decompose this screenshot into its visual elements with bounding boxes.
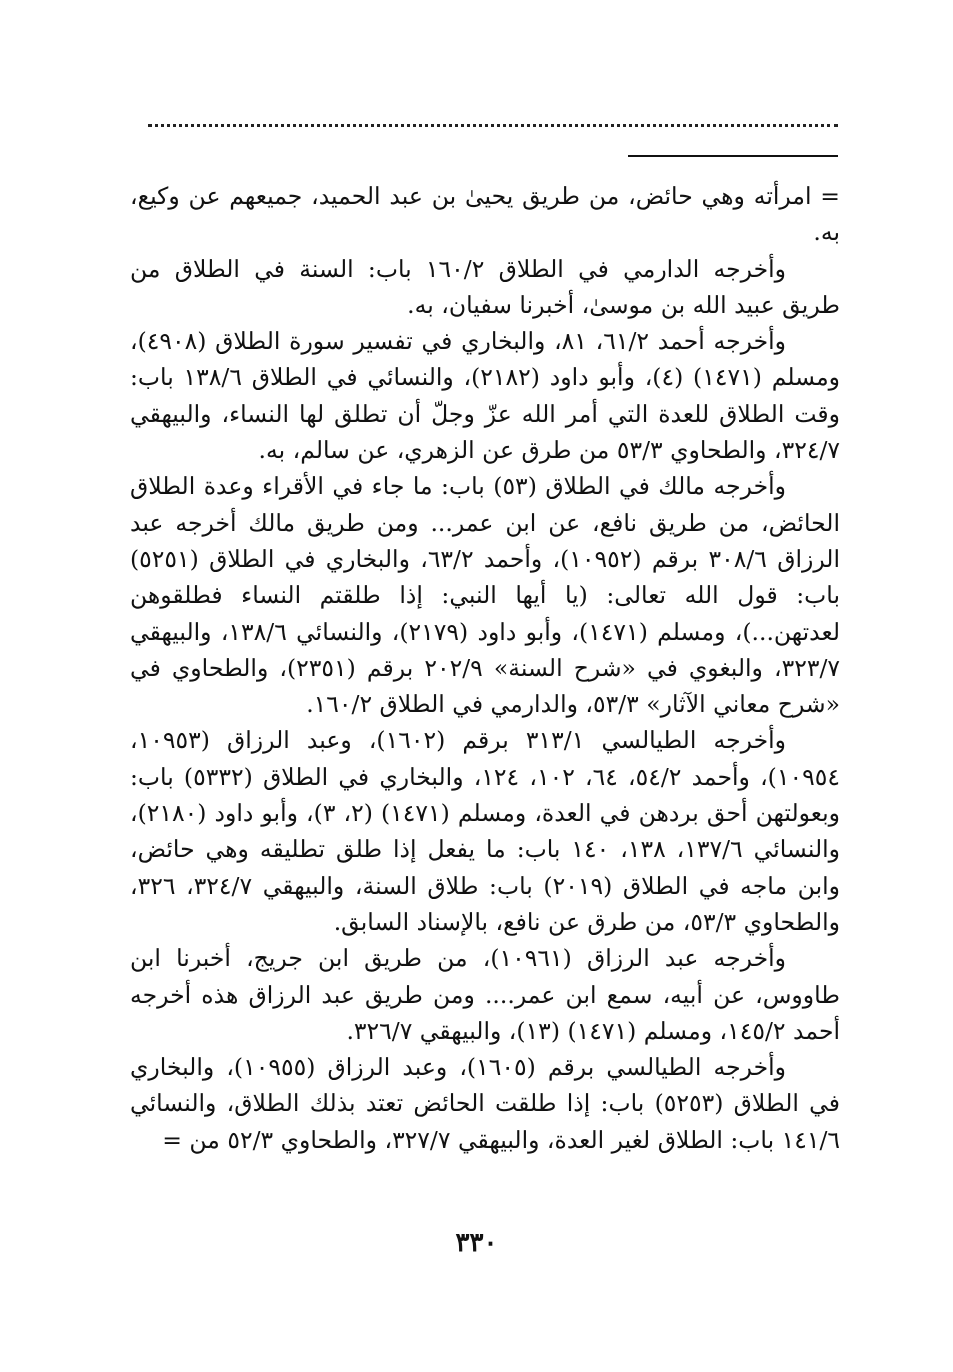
footnote-continuation: = امرأته وهي حائض، من طريق يحيىٰ بن عبد الحميد، جميعهم عن وكيع، به. <box>130 182 840 247</box>
footnotes-block <box>130 178 840 1158</box>
footnote-paragraph: وأخرجه عبد الرزاق (١٠٩٦١)، من طريق ابن جريج، أخبرنا ابن طاووس، عن أبيه، سمع ابن عمر.... ومن طريق عبد الرزاق هذه أخرجه أحمد ١٤٥/٢، ومسلم (١٤٧١) (١٣)، والبيهقي ٣٢٦/٧. <box>130 944 840 1045</box>
footnote-paragraph: وأخرجه مالك في الطلاق (٥٣) باب: ما جاء في الأقراء وعدة الطلاق الحائض، من طريق نافع، عن ابن عمر... ومن طريق مالك أخرجه عبد الرزاق ٣٠٨/٦ برقم (١٠٩٥٢)، وأحمد ٦٣/٢، والبخاري في الطلاق (٥٢٥١) باب: قول الله تعالى: (يا أيها النبي: إذا طلقتم النساء فطلقوهن لعدتهن...)، ومسلم (١٤٧١)، وأبو داود (٢١٧٩)، والنسائي ١٣٨/٦، والبيهقي ٣٢٣/٧، والبغوي في «شرح السنة» ٢٠٢/٩ برقم (٢٣٥١)، والطحاوي في «شرح معاني الآثار» ٥٣/٣، والدارمي في الطلاق ١٦٠/٢. <box>130 472 841 719</box>
footnote-paragraph: وأخرجه الدارمي في الطلاق ١٦٠/٢ باب: السنة في الطلاق من طريق عبيد الله بن موسىٰ، أخبرنا سفيان، به. <box>130 254 840 319</box>
dotted-separator <box>148 124 838 127</box>
footnote-paragraph: وأخرجه الطيالسي برقم (١٦٠٥)، وعبد الرزاق (١٠٩٥٥)، والبخاري في الطلاق (٥٢٥٣) باب: إذا طلقت الحائض تعتد بذلك الطلاق، والنسائي ١٤١/٦ باب: الطلاق لغير العدة، والبيهقي ٣٢٧/٧، والطحاوي ٥٢/٣ من = <box>130 1053 840 1154</box>
page-number: ٣٣٠ <box>455 1228 498 1258</box>
footnote-paragraph: وأخرجه الطيالسي ٣١٣/١ برقم (١٦٠٢)، وعبد الرزاق (١٠٩٥٣، ١٠٩٥٤)، وأحمد ٥٤/٢، ٦٤، ١٠٢، ١٢٤، والبخاري في الطلاق (٥٣٣٢) باب: وبعولتهن أحق بردهن في العدة، ومسلم (١٤٧١) (٢، ٣)، وأبو داود (٢١٨٠)، والنسائي ١٣٧/٦، ١٣٨، ١٤٠ باب: ما يفعل إذا طلق تطليقه وهي حائض، وابن ماجه في الطلاق (٢٠١٩) باب: طلاق السنة، والبيهقي ٣٢٤/٧، ٣٢٦، والطحاوي ٥٣/٣، من طرق عن نافع، بالإسناد السابق. <box>130 726 840 936</box>
footnote-rule <box>628 155 838 157</box>
footnote-paragraph: وأخرجه أحمد ٦١/٢، ٨١، والبخاري في تفسير سورة الطلاق (٤٩٠٨)، ومسلم (١٤٧١) (٤)، وأبو داود (٢١٨٢)، والنسائي في الطلاق ١٣٨/٦ باب: وقت الطلاق للعدة التي أمر الله عزّ وجلّ أن تطلق لها النساء، والبيهقي ٣٢٤/٧، والطحاوي ٥٣/٣ من طرق عن الزهري، عن سالم، به. <box>130 327 841 465</box>
